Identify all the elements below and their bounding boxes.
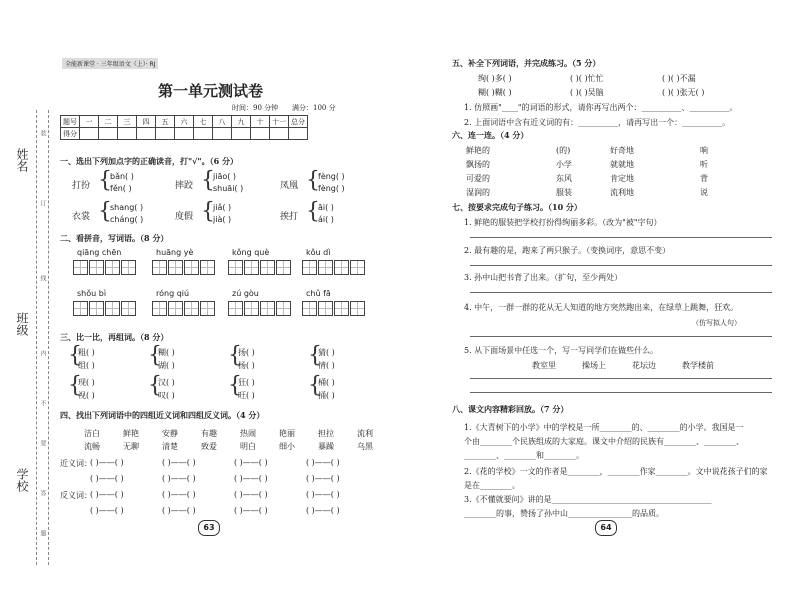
q7-scene: 教室里 [532, 361, 556, 370]
q3-brace: { [68, 343, 82, 368]
q2-pinyin: róng qiú [156, 289, 190, 298]
q2-pinyin: huāng yè [156, 248, 194, 257]
tian-zi-cell[interactable] [228, 301, 243, 316]
q5-word: ( )( )吴脑 [570, 88, 604, 97]
q2-writing-grid[interactable] [73, 301, 136, 316]
tian-zi-cell[interactable] [105, 301, 120, 316]
q6-word: 就就地 [610, 160, 634, 169]
answer-line[interactable] [470, 336, 772, 337]
q5-word: ( )( )张无( ) [662, 88, 705, 97]
q5-sentence-2: 2. 上面词语中含有近义词的有：__________，请再写出一个：__________。 [464, 118, 731, 127]
q7-item: 4. 中午，一群一群的花从无人知道的地方突然跑出来，在绿草上跳舞，狂欢。 [464, 303, 739, 312]
q8-line-1b: 个由________个民族组成的大家庭。课文中介绍的民族有________、________、 [464, 437, 744, 446]
q5-word: ( )( )不漏 [662, 74, 696, 83]
q5-title: 五、补全下列词语，并完成练习。（5 分） [452, 58, 601, 68]
q2-pinyin: zú gòu [232, 289, 259, 298]
time-info: 时间：90 分钟 [232, 104, 279, 112]
score-cell [80, 128, 99, 140]
tian-zi-cell[interactable] [302, 260, 317, 275]
q6-word: 听 [700, 160, 708, 169]
tian-zi-cell[interactable] [184, 260, 199, 275]
q1-word: 打扮 [72, 181, 91, 191]
score-cell [99, 128, 118, 140]
score-header-cell: 二 [99, 116, 118, 128]
score-header-cell: 十 [251, 116, 270, 128]
tian-zi-cell[interactable] [318, 260, 333, 275]
score-table [60, 115, 308, 140]
q4-word: 乌黑 [357, 442, 373, 451]
q6-word: 湿润的 [466, 188, 490, 197]
q4-answer-pair: ( )——( ) [90, 458, 124, 467]
q3-word: 糊( ) [158, 348, 175, 357]
side-note: 订 [39, 200, 46, 206]
q4-word: 安静 [162, 429, 178, 438]
q6-word: 鲜艳的 [466, 146, 490, 155]
q5-word: ( )( )忙忙 [570, 74, 604, 83]
q1-title: 一、选出下列加点字的正确读音，打"√"。（6 分） [60, 156, 238, 166]
score-header-cell: 十一 [270, 116, 289, 128]
q3-word: 情( ) [318, 361, 335, 370]
score-cell [137, 128, 156, 140]
tian-zi-cell[interactable] [200, 301, 215, 316]
score-header-cell: 四 [137, 116, 156, 128]
q1-word: 凤凰 [280, 181, 299, 191]
score-header-cell: 六 [175, 116, 194, 128]
q3-word: 汉( ) [158, 378, 175, 387]
q4-word: 有趣 [201, 429, 217, 438]
q6-word: (的) [556, 146, 571, 155]
q3-word: 视( ) [78, 391, 95, 400]
q2-pinyin: kǒu dì [306, 248, 331, 257]
q1-word: 挨打 [280, 212, 299, 222]
tian-zi-cell[interactable] [168, 301, 183, 316]
q2-pinyin: shǒu bì [77, 289, 107, 298]
q7-title: 七、按要求完成句子练习。（10 分） [452, 202, 582, 212]
side-label-name: 姓名 [15, 148, 29, 172]
q2-writing-grid[interactable] [73, 260, 136, 275]
q7-item: 5. 从下面场景中任选一个，写一写同学们在做些什么。 [464, 346, 659, 355]
score-cell [213, 128, 232, 140]
q1-brace: { [201, 199, 215, 224]
q1-option-a: bǎn( ) [110, 172, 134, 181]
q1-brace: { [201, 168, 215, 193]
q1-option-b: cháng( ) [110, 215, 144, 224]
q4-word: 清楚 [162, 442, 178, 451]
q3-word: 粗( ) [78, 348, 95, 357]
q8-line-2b: 是在________。 [464, 481, 520, 490]
q4-answer-pair: ( )——( ) [90, 506, 124, 515]
q3-word: 旺( ) [238, 391, 255, 400]
q6-word: 可爱的 [466, 174, 490, 183]
series-header: 全能新课堂 · 三年级语文（上）· RJ [62, 58, 158, 69]
side-note: 内 [39, 350, 46, 356]
tian-zi-cell[interactable] [89, 260, 104, 275]
q3-word: 猜( ) [318, 348, 335, 357]
q5-word: 糊( )糊( ) [478, 88, 512, 97]
q4-word: 艳丽 [279, 429, 295, 438]
tian-zi-cell[interactable] [168, 260, 183, 275]
side-note: 线 [39, 275, 46, 281]
score-header-cell: 一 [80, 116, 99, 128]
q2-writing-grid[interactable] [152, 260, 215, 275]
tian-zi-cell[interactable] [276, 260, 291, 275]
score-header-cell: 九 [232, 116, 251, 128]
tian-zi-cell[interactable] [200, 260, 215, 275]
tian-zi-cell[interactable] [184, 301, 199, 316]
q3-word: 捅( ) [318, 391, 335, 400]
q4-word: 担拉 [318, 429, 334, 438]
q7-item: 3. 孙中山把书背了出来。（扩句，至少两处） [464, 273, 623, 282]
tian-zi-cell[interactable] [244, 260, 259, 275]
page-title: 第一单元测试卷 [158, 82, 264, 100]
answer-line[interactable] [470, 392, 772, 393]
tian-zi-cell[interactable] [260, 301, 275, 316]
q4-answer-pair: ( )——( ) [90, 490, 124, 499]
q1-brace: { [306, 168, 320, 193]
q1-brace: { [98, 168, 112, 193]
score-header-cell: 五 [156, 116, 175, 128]
score-cell: 得分 [61, 128, 80, 140]
q1-option-b: fěn( ) [110, 184, 132, 193]
q3-brace: { [228, 343, 242, 368]
score-cell [251, 128, 270, 140]
q6-word: 服装 [556, 188, 572, 197]
score-cell [156, 128, 175, 140]
side-label-class: 班级 [15, 312, 29, 336]
q8-line-3: 3.《不懂就要问》讲的是________________________________________ [464, 495, 712, 504]
q1-brace: { [306, 199, 320, 224]
score-cell [175, 128, 194, 140]
score-cell [289, 128, 308, 140]
q1-option-b: fèng( ) [318, 184, 345, 193]
q4-word: 无聊 [123, 442, 139, 451]
side-note: 题 [39, 530, 46, 536]
q2-writing-grid[interactable] [302, 301, 365, 316]
tian-zi-cell[interactable] [121, 260, 136, 275]
q2-writing-grid[interactable] [228, 301, 291, 316]
tian-zi-cell[interactable] [334, 260, 349, 275]
score-header-cell: 总分 [289, 116, 308, 128]
q1-word: 衣裳 [72, 212, 91, 222]
q4-answer-pair: ( )——( ) [234, 458, 268, 467]
q1-option-b: jià( ) [213, 215, 232, 224]
binding-line [36, 110, 37, 565]
q6-word: 背 [700, 174, 708, 183]
q1-option-a: āi( ) [318, 203, 334, 212]
score-cell [232, 128, 251, 140]
q2-writing-grid[interactable] [302, 260, 365, 275]
side-note: 答 [39, 490, 46, 496]
q2-pinyin: chǔ fā [306, 289, 331, 298]
q2-writing-grid[interactable] [228, 260, 291, 275]
full-score-info: 满分：100 分 [292, 104, 336, 112]
q8-title: 八、课文内容精彩回放。（7 分） [452, 404, 569, 414]
answer-line[interactable] [470, 378, 772, 379]
side-note: 不 [39, 400, 46, 406]
score-cell [194, 128, 213, 140]
tian-zi-cell[interactable] [228, 260, 243, 275]
q7-note: （仿写拟人句） [692, 319, 741, 327]
q3-word: 桶( ) [318, 378, 335, 387]
q2-pinyin: qiāng chēn [77, 248, 122, 257]
q7-scene: 操场上 [582, 361, 606, 370]
q4-title: 四、找出下列词语中的四组近义词和四组反义词。（4 分） [60, 410, 265, 420]
q4-answer-pair: ( )——( ) [90, 474, 124, 483]
tian-zi-cell[interactable] [121, 301, 136, 316]
q6-title: 六、连一连。（4 分） [452, 130, 529, 140]
q7-scene: 花坛边 [632, 361, 656, 370]
q4-answer-pair: ( )——( ) [306, 458, 340, 467]
tian-zi-cell[interactable] [260, 260, 275, 275]
tian-zi-cell[interactable] [105, 260, 120, 275]
q3-brace: { [68, 373, 82, 398]
q4-answer-pair: ( )——( ) [162, 506, 196, 515]
tian-zi-cell[interactable] [334, 301, 349, 316]
q5-word: 绚( )多( ) [478, 74, 512, 83]
q4-synonym-label: 近义词： [60, 459, 92, 468]
q4-word: 细小 [279, 442, 295, 451]
q7-item: 2. 最有趣的是，跑来了两只猴子。（变换词序，意思不变） [464, 246, 671, 255]
q1-option-b: ái( ) [318, 215, 334, 224]
q4-answer-pair: ( )——( ) [306, 490, 340, 499]
q6-word: 响 [700, 146, 708, 155]
q4-word: 洁白 [84, 429, 100, 438]
q6-word: 东风 [556, 174, 572, 183]
q6-word: 小学 [556, 160, 572, 169]
tian-zi-cell[interactable] [152, 260, 167, 275]
page-number-right: 64 [595, 520, 617, 536]
q1-option-a: fèng( ) [318, 172, 345, 181]
q6-word: 流利地 [610, 188, 634, 197]
tian-zi-cell[interactable] [302, 301, 317, 316]
tian-zi-cell[interactable] [276, 301, 291, 316]
q3-word: 狂( ) [238, 378, 255, 387]
q4-answer-pair: ( )——( ) [162, 458, 196, 467]
q5-sentence-1: 1. 仿照画"____"的词语的形式，请你再写出两个：__________、__________。 [464, 103, 738, 112]
q1-word: 度假 [175, 212, 194, 222]
tian-zi-cell[interactable] [244, 301, 259, 316]
q2-pinyin: kǒng què [232, 248, 270, 257]
q8-line-1c: ________、________和________。 [464, 451, 584, 460]
q6-word: 好奇地 [610, 146, 634, 155]
q4-word: 暴躁 [318, 442, 334, 451]
q3-word: 扬( ) [238, 348, 255, 357]
q1-option-b: shuāi( ) [213, 184, 244, 193]
q3-word: 杨( ) [238, 361, 255, 370]
q4-answer-pair: ( )——( ) [306, 474, 340, 483]
answer-line[interactable] [470, 265, 772, 266]
side-label-school: 学校 [15, 468, 29, 492]
q3-brace: { [308, 343, 322, 368]
side-note: 要 [39, 440, 46, 446]
q4-word: 明白 [240, 442, 256, 451]
q3-brace: { [308, 373, 322, 398]
tian-zi-cell[interactable] [73, 260, 88, 275]
q4-answer-pair: ( )——( ) [234, 490, 268, 499]
score-header-cell: 七 [194, 116, 213, 128]
q3-brace: { [228, 373, 242, 398]
binding-line-2 [48, 110, 49, 565]
q6-word: 肯定地 [610, 174, 634, 183]
q8-line-1: 1.《大青树下的小学》中的学校是一所________的、________的小学。我国是一 [464, 423, 744, 432]
tian-zi-cell[interactable] [152, 301, 167, 316]
q4-word: 致爱 [201, 442, 217, 451]
q3-word: 湖( ) [158, 361, 175, 370]
answer-line[interactable] [470, 237, 772, 238]
q3-title: 三、比一比，再组词。（8 分） [60, 332, 169, 342]
q1-word: 摔跤 [175, 181, 194, 191]
answer-line[interactable] [470, 292, 772, 293]
q1-option-a: jiāo( ) [213, 172, 237, 181]
q3-word: 组( ) [78, 361, 95, 370]
q4-word: 流畅 [84, 442, 100, 451]
tian-zi-cell[interactable] [89, 301, 104, 316]
tian-zi-cell[interactable] [318, 301, 333, 316]
score-cell [270, 128, 289, 140]
side-note: 装 [39, 130, 46, 136]
score-header-cell: 三 [118, 116, 137, 128]
q6-word: 飘扬的 [466, 160, 490, 169]
q6-word: 说 [700, 188, 708, 197]
q3-brace: { [148, 373, 162, 398]
q4-answer-pair: ( )——( ) [234, 474, 268, 483]
q3-word: 现( ) [78, 378, 95, 387]
q8-line-2: 2.《花的学校》一文的作者是________，________作家________。文中说花孩子们的家 [464, 467, 768, 476]
q4-word: 热闹 [240, 429, 256, 438]
q4-answer-pair: ( )——( ) [306, 506, 340, 515]
q8-line-3b: ________的事，赞扬了孙中山________________的品质。 [464, 509, 664, 518]
q1-brace: { [98, 199, 112, 224]
q4-word: 流利 [357, 429, 373, 438]
tian-zi-cell[interactable] [350, 301, 365, 316]
q3-brace: { [148, 343, 162, 368]
q4-antonym-label: 反义词： [60, 491, 92, 500]
q3-word: 叹( ) [158, 391, 175, 400]
q2-writing-grid[interactable] [152, 301, 215, 316]
q4-answer-pair: ( )——( ) [162, 474, 196, 483]
tian-zi-cell[interactable] [350, 260, 365, 275]
score-header-cell: 题号 [61, 116, 80, 128]
q4-answer-pair: ( )——( ) [234, 506, 268, 515]
tian-zi-cell[interactable] [73, 301, 88, 316]
page-number-left: 63 [198, 520, 220, 536]
q7-item: 1. 鲜艳的服装把学校打扮得绚丽多彩。（改为"被"字句） [464, 218, 662, 227]
q4-answer-pair: ( )——( ) [162, 490, 196, 499]
q4-word: 鲜艳 [123, 429, 139, 438]
q1-option-a: jiǎ( ) [213, 203, 232, 212]
q1-option-a: shang( ) [110, 203, 144, 212]
score-cell [118, 128, 137, 140]
q7-scene: 教学楼前 [682, 361, 714, 370]
score-header-cell: 八 [213, 116, 232, 128]
q2-title: 二、看拼音，写词语。（8 分） [60, 233, 169, 243]
